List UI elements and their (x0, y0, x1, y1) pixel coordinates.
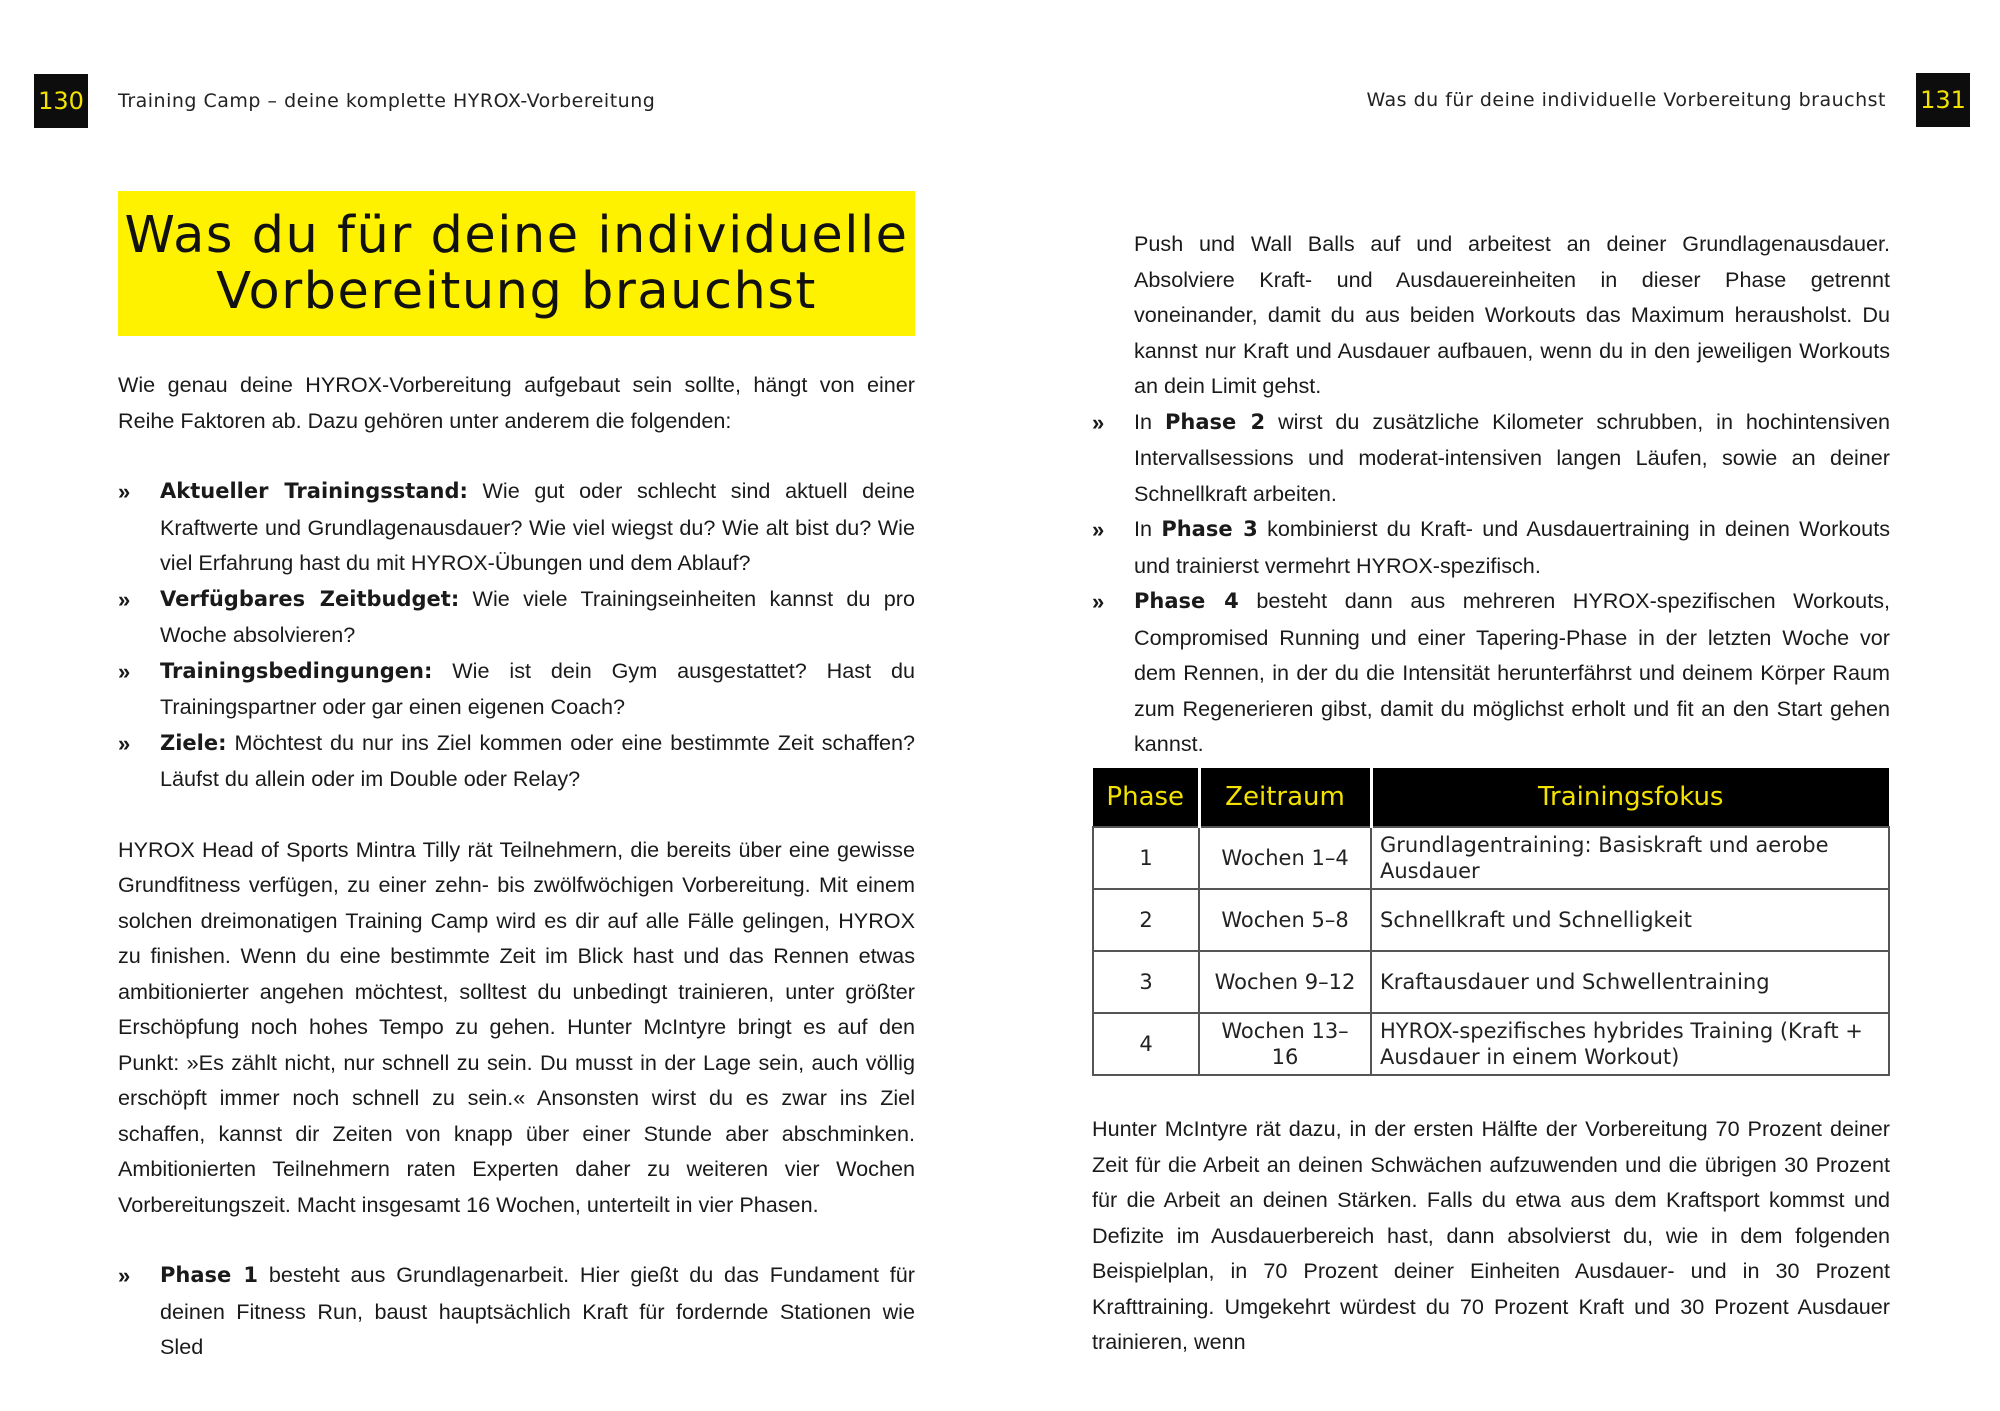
page-number-right: 131 (1916, 73, 1970, 127)
cell-phase: 3 (1093, 951, 1199, 1013)
right-column (1092, 226, 1890, 762)
col-header-trainingsfokus: Trainingsfokus (1371, 768, 1889, 827)
phase-prefix: In (1134, 408, 1165, 434)
phase-item (118, 1257, 915, 1365)
factor-item (118, 581, 915, 653)
phase-label: Phase 3 (1161, 517, 1258, 541)
double-chevron-icon: » (118, 479, 126, 504)
chapter-title-line1: Was du für deine individuelle (124, 205, 909, 265)
phase-text: kombinierst du Kraft- und Ausdauertraining in deinen Workouts und trainierst vermehrt HYROX-spezifisch. (1134, 516, 1890, 578)
double-chevron-icon: » (118, 586, 126, 612)
chapter-title-box (118, 191, 915, 336)
double-chevron-icon: » (118, 730, 126, 756)
double-chevron-icon: » (1092, 409, 1100, 435)
phase-text: besteht aus Grundlagenarbeit. Hier gießt du das Fundament für deinen Fitness Run, baust hauptsächlich Kraft für fordernde Stationen wie Sled (160, 1262, 915, 1359)
cell-fokus: Kraftausdauer und Schwellentraining (1371, 951, 1889, 1013)
closing-column (1092, 1111, 1890, 1360)
table-row (1093, 951, 1889, 1013)
phase-item (1092, 511, 1890, 583)
table-header-row (1093, 768, 1889, 827)
table-row (1093, 889, 1889, 951)
table-row (1093, 1013, 1889, 1075)
table-row (1093, 827, 1889, 889)
phase-label: Phase 4 (1134, 589, 1239, 613)
phase-text: wirst du zusätzliche Kilometer schrubben, in hochintensiven Intervallsessions und moderat-intensiven langen Läufen, sowie an deiner Schnellkraft arbeiten. (1134, 408, 1890, 506)
cell-phase: 1 (1093, 827, 1199, 889)
cell-phase: 2 (1093, 889, 1199, 951)
factor-text: Möchtest du nur ins Ziel kommen oder eine bestimmte Zeit schaffen? Läufst du allein oder im Double oder Relay? (160, 729, 915, 791)
factor-item (118, 653, 915, 725)
cell-zeitraum: Wochen 5–8 (1199, 889, 1371, 951)
col-header-phase: Phase (1093, 768, 1199, 827)
closing-paragraph: Hunter McIntyre rät dazu, in der ersten Hälfte der Vorbereitung 70 Prozent deiner Zeit für die Arbeit an deinen Schwächen aufzuwenden und die übrigen 30 Prozent für die Arbeit an deinen Stärken. Falls du etwa aus dem Kraftsport kommst und Defizite im Ausdauerbereich hast, dann absolvierst du, wie in dem folgenden Beispielplan, in 70 Prozent deiner Einheiten Ausdauer- und in 30 Prozent Krafttraining. Umgekehrt würdest du 70 Prozent Kraft und 30 Prozent Ausdauer trainieren, wenn (1092, 1116, 1890, 1354)
cell-fokus: Grundlagentraining: Basiskraft und aerobe Ausdauer (1371, 827, 1889, 889)
cell-zeitraum: Wochen 13–16 (1199, 1013, 1371, 1075)
factor-label: Ziele: (160, 730, 227, 755)
double-chevron-icon: » (1092, 589, 1100, 614)
cell-zeitraum: Wochen 9–12 (1199, 951, 1371, 1013)
running-head-right: Was du für deine individuelle Vorbereitung brauchst (1366, 89, 1886, 111)
factor-label: Verfügbares Zeitbudget: (160, 586, 460, 611)
factor-text: Wie gut oder schlecht sind aktuell deine Kraftwerte und Grundlagenausdauer? Wie viel wiegst du? Wie alt bist du? Wie viel Erfahrung hast du mit HYROX-Übungen und dem Ablauf? (160, 478, 915, 575)
phase1-continuation: Push und Wall Balls auf und arbeitest an deiner Grundlagenausdauer. Absolviere Kraft- und Ausdauereinheiten in dieser Phase getrennt voneinander, damit du aus beiden Workouts das Maximum herausholst. Du kannst nur Kraft und Ausdauer aufbauen, wenn du in den jeweiligen Workouts an dein Limit gehst. (1134, 231, 1890, 398)
cell-zeitraum: Wochen 1–4 (1199, 827, 1371, 889)
phase-table (1092, 768, 1890, 1076)
factor-label: Trainingsbedingungen: (160, 658, 433, 683)
double-chevron-icon: » (118, 658, 126, 684)
chapter-title-line2: Vorbereitung brauchst (216, 261, 817, 321)
phase-text: besteht dann aus mehreren HYROX-spezifischen Workouts, Compromised Running und einer Tapering-Phase in der letzten Woche vor dem Rennen, in der du die Intensität herunterfährst und deinem Körper Raum zum Regenerieren gibst, damit du möglichst erholt und fit an den Start gehen kannst. (1134, 588, 1890, 756)
factor-text: Wie viele Trainingseinheiten kannst du pro Woche absolvieren? (160, 585, 915, 647)
factor-item (118, 473, 915, 581)
body-paragraph: HYROX Head of Sports Mintra Tilly rät Teilnehmern, die bereits über eine gewisse Grundfitness verfügen, zu einer zehn- bis zwölfwöchigen Vorbereitung. Mit einem solchen dreimonatigen Training Camp wird es dir auf alle Fälle gelingen, HYROX zu finishen. Wenn du eine bestimmte Zeit im Blick hast und das Rennen etwas ambitionierter angehen möchtest, solltest du unbedingt trainieren, unter größter Erschöpfung noch hohes Tempo zu gehen. Hunter McIntyre bringt es auf den Punkt: »Es zählt nicht, nur schnell zu sein. Du musst in der Lage sein, auch völlig erschöpft immer noch schnell zu sein.« Ansonsten wirst du es zwar ins Ziel schaffen, kannst dir Zeiten von knapp über einer Stunde aber abschminken. Ambitionierten Teilnehmern raten Experten daher zu weiteren vier Wochen Vorbereitungszeit. Macht insgesamt 16 Wochen, unterteilt in vier Phasen. (118, 836, 915, 1217)
chapter-title (124, 205, 909, 321)
phase-item (1092, 583, 1890, 762)
cell-phase: 4 (1093, 1013, 1199, 1075)
factor-text: Wie ist dein Gym ausgestattet? Hast du Trainingspartner oder gar einen eigenen Coach? (160, 657, 915, 719)
double-chevron-icon: » (118, 1263, 126, 1288)
running-head-left: Training Camp – deine komplette HYROX-Vorbereitung (118, 90, 656, 112)
cell-fokus: HYROX-spezifisches hybrides Training (Kraft + Ausdauer in einem Workout) (1371, 1013, 1889, 1075)
double-chevron-icon: » (1092, 517, 1100, 542)
left-column (118, 367, 915, 1365)
phase-label: Phase 1 (160, 1263, 259, 1287)
col-header-zeitraum: Zeitraum (1199, 768, 1371, 827)
cell-fokus: Schnellkraft und Schnelligkeit (1371, 889, 1889, 951)
factor-item (118, 725, 915, 797)
page-number-left: 130 (34, 74, 88, 128)
phase-prefix: In (1134, 516, 1162, 541)
intro-paragraph: Wie genau deine HYROX-Vorbereitung aufgebaut sein sollte, hängt von einer Reihe Faktoren ab. Dazu gehören unter anderem die folgenden: (118, 372, 915, 433)
factor-label: Aktueller Trainingsstand: (160, 479, 468, 503)
phase-item (1092, 404, 1890, 512)
phase-label: Phase 2 (1164, 409, 1266, 434)
